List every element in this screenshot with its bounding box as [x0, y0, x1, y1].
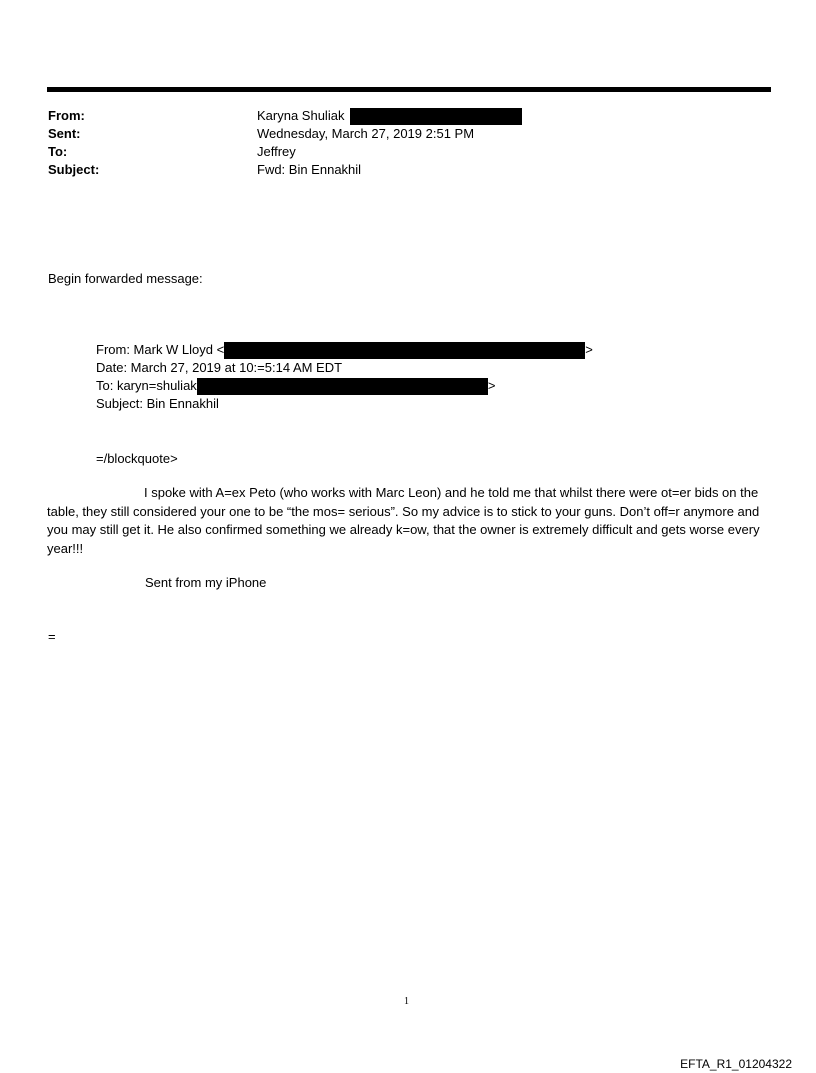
trailing-artifact: =	[48, 629, 56, 644]
fwd-to-end: >	[487, 378, 496, 393]
sent-label: Sent:	[48, 126, 81, 141]
fwd-to-line	[96, 377, 495, 395]
sent-value: Wednesday, March 27, 2019 2:51 PM	[257, 126, 475, 141]
fwd-subject-line: Subject: Bin Ennakhil	[96, 396, 219, 411]
begin-forwarded-text: Begin forwarded message:	[48, 271, 203, 286]
from-name: Karyna Shuliak	[257, 108, 345, 123]
document-id: EFTA_R1_01204322	[680, 1057, 792, 1071]
fwd-date-line: Date: March 27, 2019 at 10:=5:14 AM EDT	[96, 360, 343, 375]
redaction-box	[224, 342, 585, 359]
from-value	[257, 107, 522, 125]
signature: Sent from my iPhone	[145, 575, 267, 590]
fwd-to-text: To: karyn=shuliak	[96, 378, 197, 393]
fwd-from-end: >	[585, 342, 593, 357]
redaction-box	[350, 108, 522, 125]
message-body: I spoke with A=ex Peto (who works with Marc Leon) and he told me that whilst there were ot=er bids on the table, they still considered your one to be “the mos= serious”. So my advice is to stick to your guns. Don’t off=r anymore and you may still get it. He also confirmed something we already k=ow, that the owner is extremely difficult and gets worse every year!!!	[47, 485, 760, 556]
subject-label: Subject:	[48, 162, 100, 177]
subject-value: Fwd: Bin Ennakhil	[257, 162, 362, 177]
page-number: 1	[404, 996, 409, 1007]
redaction-box	[197, 378, 488, 395]
to-label: To:	[48, 144, 68, 159]
header-rule	[47, 87, 771, 92]
from-label: From:	[48, 108, 85, 123]
blockquote-artifact: =/blockquote>	[96, 451, 178, 466]
fwd-from-text: From: Mark W Lloyd <	[96, 342, 225, 357]
fwd-from-line	[96, 341, 593, 359]
to-value: Jeffrey	[257, 144, 296, 159]
